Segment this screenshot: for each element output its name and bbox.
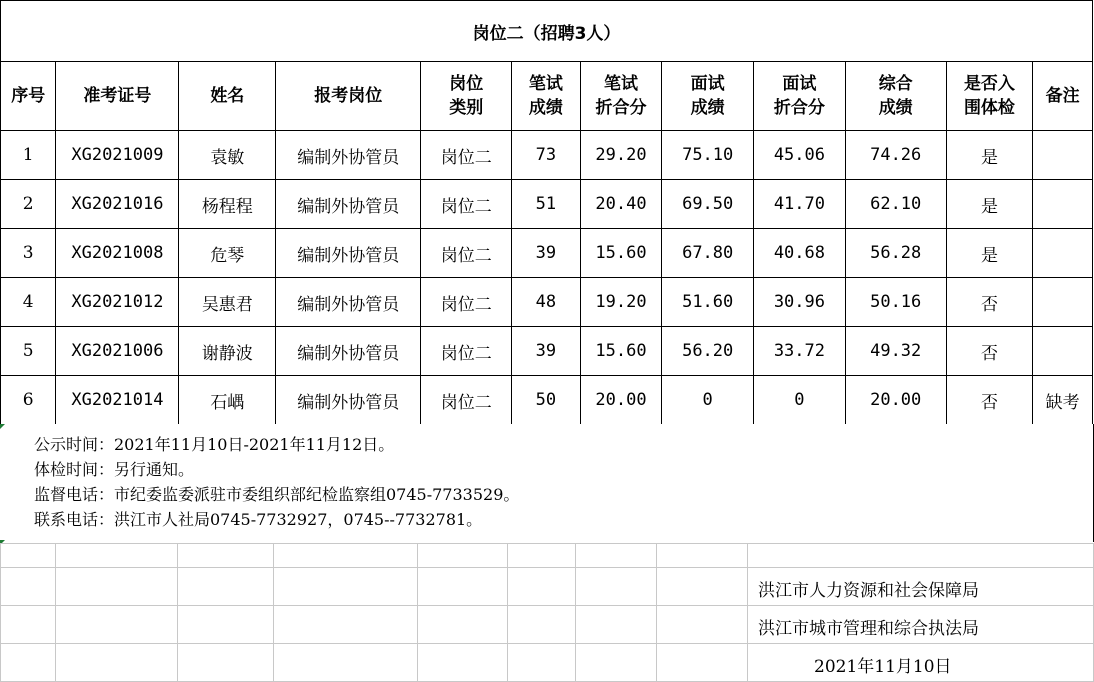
- signature-date: 2021年11月10日: [812, 652, 954, 677]
- cell-written: 39: [512, 229, 581, 278]
- gridline: [656, 543, 657, 682]
- cell-remark: [1033, 229, 1093, 278]
- header-text: 综合: [878, 74, 913, 94]
- cell-position: 编制外协管员: [276, 376, 421, 425]
- cell-total: 20.00: [845, 376, 946, 425]
- cell-physical: 否: [946, 278, 1033, 327]
- cell-pos-type: 岗位二: [421, 376, 512, 425]
- cell-physical: 否: [946, 327, 1033, 376]
- note-supervision: 监督电话：市纪委监委派驻市委组织部纪检监察组0745-7733529。: [34, 485, 520, 504]
- cell-pos-type: 岗位二: [421, 180, 512, 229]
- cell-interview: 0: [662, 376, 754, 425]
- header-written: [512, 62, 581, 131]
- cell-seq: 1: [1, 131, 56, 180]
- cell-total: 56.28: [845, 229, 946, 278]
- note-publicity: 公示时间：2021年11月10日-2021年11月12日。: [34, 435, 395, 454]
- cell-name: 石嵎: [179, 376, 276, 425]
- cell-interview: 56.20: [662, 327, 754, 376]
- cell-position: 编制外协管员: [276, 327, 421, 376]
- table-row: [1, 327, 1093, 376]
- header-text: 成绩: [528, 98, 563, 118]
- cell-written: 73: [512, 131, 581, 180]
- table-row: [1, 229, 1093, 278]
- cell-total: 62.10: [845, 180, 946, 229]
- notes-block: [0, 424, 1094, 542]
- cell-marker-icon: [0, 424, 5, 429]
- gridline: [0, 543, 1, 682]
- header-text: 面试: [782, 74, 817, 94]
- cell-exam-no: XG2021009: [56, 131, 179, 180]
- cell-interview: 67.80: [662, 229, 754, 278]
- header-interview-conv: [754, 62, 846, 131]
- cell-pos-type: 岗位二: [421, 131, 512, 180]
- cell-name: 危琴: [179, 229, 276, 278]
- header-text: 类别: [449, 98, 484, 118]
- gridline: [575, 543, 576, 682]
- cell-written: 50: [512, 376, 581, 425]
- gridline: [0, 543, 1094, 544]
- header-name: 姓名: [179, 62, 276, 131]
- header-text: 成绩: [878, 98, 913, 118]
- cell-seq: 6: [1, 376, 56, 425]
- cell-exam-no: XG2021008: [56, 229, 179, 278]
- table-title: 岗位二（招聘3人）: [1, 1, 1093, 62]
- header-text: 折合分: [595, 98, 647, 118]
- cell-total: 49.32: [845, 327, 946, 376]
- header-text: 岗位: [449, 74, 484, 94]
- cell-name: 袁敏: [179, 131, 276, 180]
- cell-exam-no: XG2021016: [56, 180, 179, 229]
- gridline: [0, 567, 1094, 568]
- header-text: 笔试: [603, 74, 638, 94]
- cell-exam-no: XG2021006: [56, 327, 179, 376]
- table-row: [1, 131, 1093, 180]
- header-text: 面试: [690, 74, 725, 94]
- header-text: 围体检: [963, 98, 1015, 118]
- cell-remark: 缺考: [1033, 376, 1093, 425]
- cell-seq: 3: [1, 229, 56, 278]
- header-physical: [946, 62, 1033, 131]
- cell-interview-conv: 33.72: [754, 327, 846, 376]
- cell-remark: [1033, 180, 1093, 229]
- gridline: [417, 543, 418, 682]
- cell-remark: [1033, 131, 1093, 180]
- cell-interview-conv: 30.96: [754, 278, 846, 327]
- cell-position: 编制外协管员: [276, 180, 421, 229]
- note-physical-exam: 体检时间：另行通知。: [34, 460, 195, 479]
- cell-name: 吴惠君: [179, 278, 276, 327]
- cell-physical: 是: [946, 229, 1033, 278]
- cell-written-conv: 19.20: [580, 278, 662, 327]
- gridline: [0, 605, 1094, 606]
- header-interview: [662, 62, 754, 131]
- cell-written: 39: [512, 327, 581, 376]
- cell-seq: 4: [1, 278, 56, 327]
- cell-interview-conv: 45.06: [754, 131, 846, 180]
- cell-name: 杨程程: [179, 180, 276, 229]
- table-row: [1, 376, 1093, 425]
- cell-written-conv: 15.60: [580, 327, 662, 376]
- header-total: [845, 62, 946, 131]
- gridline: [177, 543, 178, 682]
- cell-seq: 2: [1, 180, 56, 229]
- cell-name: 谢静波: [179, 327, 276, 376]
- cell-seq: 5: [1, 327, 56, 376]
- header-remark: 备注: [1033, 62, 1093, 131]
- cell-pos-type: 岗位二: [421, 278, 512, 327]
- cell-interview-conv: 41.70: [754, 180, 846, 229]
- cell-pos-type: 岗位二: [421, 229, 512, 278]
- cell-written-conv: 29.20: [580, 131, 662, 180]
- cell-pos-type: 岗位二: [421, 327, 512, 376]
- table-row: [1, 180, 1093, 229]
- cell-remark: [1033, 327, 1093, 376]
- header-row: [1, 62, 1093, 131]
- cell-physical: 是: [946, 180, 1033, 229]
- header-text: 折合分: [773, 98, 825, 118]
- cell-total: 74.26: [845, 131, 946, 180]
- gridline: [55, 543, 56, 682]
- cell-interview: 69.50: [662, 180, 754, 229]
- cell-position: 编制外协管员: [276, 278, 421, 327]
- header-exam-no: 准考证号: [56, 62, 179, 131]
- cell-interview: 51.60: [662, 278, 754, 327]
- cell-written-conv: 20.00: [580, 376, 662, 425]
- cell-physical: 是: [946, 131, 1033, 180]
- note-contact: 联系电话：洪江市人社局0745-7732927，0745--7732781。: [34, 510, 483, 529]
- header-text: 笔试: [528, 74, 563, 94]
- cell-position: 编制外协管员: [276, 229, 421, 278]
- signature-org-hr: 洪江市人力资源和社会保障局: [756, 576, 981, 601]
- table-row: [1, 278, 1093, 327]
- cell-exam-no: XG2021014: [56, 376, 179, 425]
- cell-total: 50.16: [845, 278, 946, 327]
- cell-remark: [1033, 278, 1093, 327]
- gridline: [0, 643, 1094, 644]
- gridline: [747, 543, 748, 682]
- signature-org-urban: 洪江市城市管理和综合执法局: [756, 614, 981, 639]
- cell-position: 编制外协管员: [276, 131, 421, 180]
- gridline: [507, 543, 508, 682]
- header-pos-type: [421, 62, 512, 131]
- header-position: 报考岗位: [276, 62, 421, 131]
- cell-interview-conv: 0: [754, 376, 846, 425]
- cell-physical: 否: [946, 376, 1033, 425]
- cell-interview: 75.10: [662, 131, 754, 180]
- cell-written: 51: [512, 180, 581, 229]
- gridline: [273, 543, 274, 682]
- header-text: 成绩: [690, 98, 725, 118]
- cell-exam-no: XG2021012: [56, 278, 179, 327]
- cell-written: 48: [512, 278, 581, 327]
- header-seq: 序号: [1, 62, 56, 131]
- cell-written-conv: 15.60: [580, 229, 662, 278]
- cell-written-conv: 20.40: [580, 180, 662, 229]
- cell-interview-conv: 40.68: [754, 229, 846, 278]
- header-text: 是否入: [963, 74, 1015, 94]
- header-written-conv: [580, 62, 662, 131]
